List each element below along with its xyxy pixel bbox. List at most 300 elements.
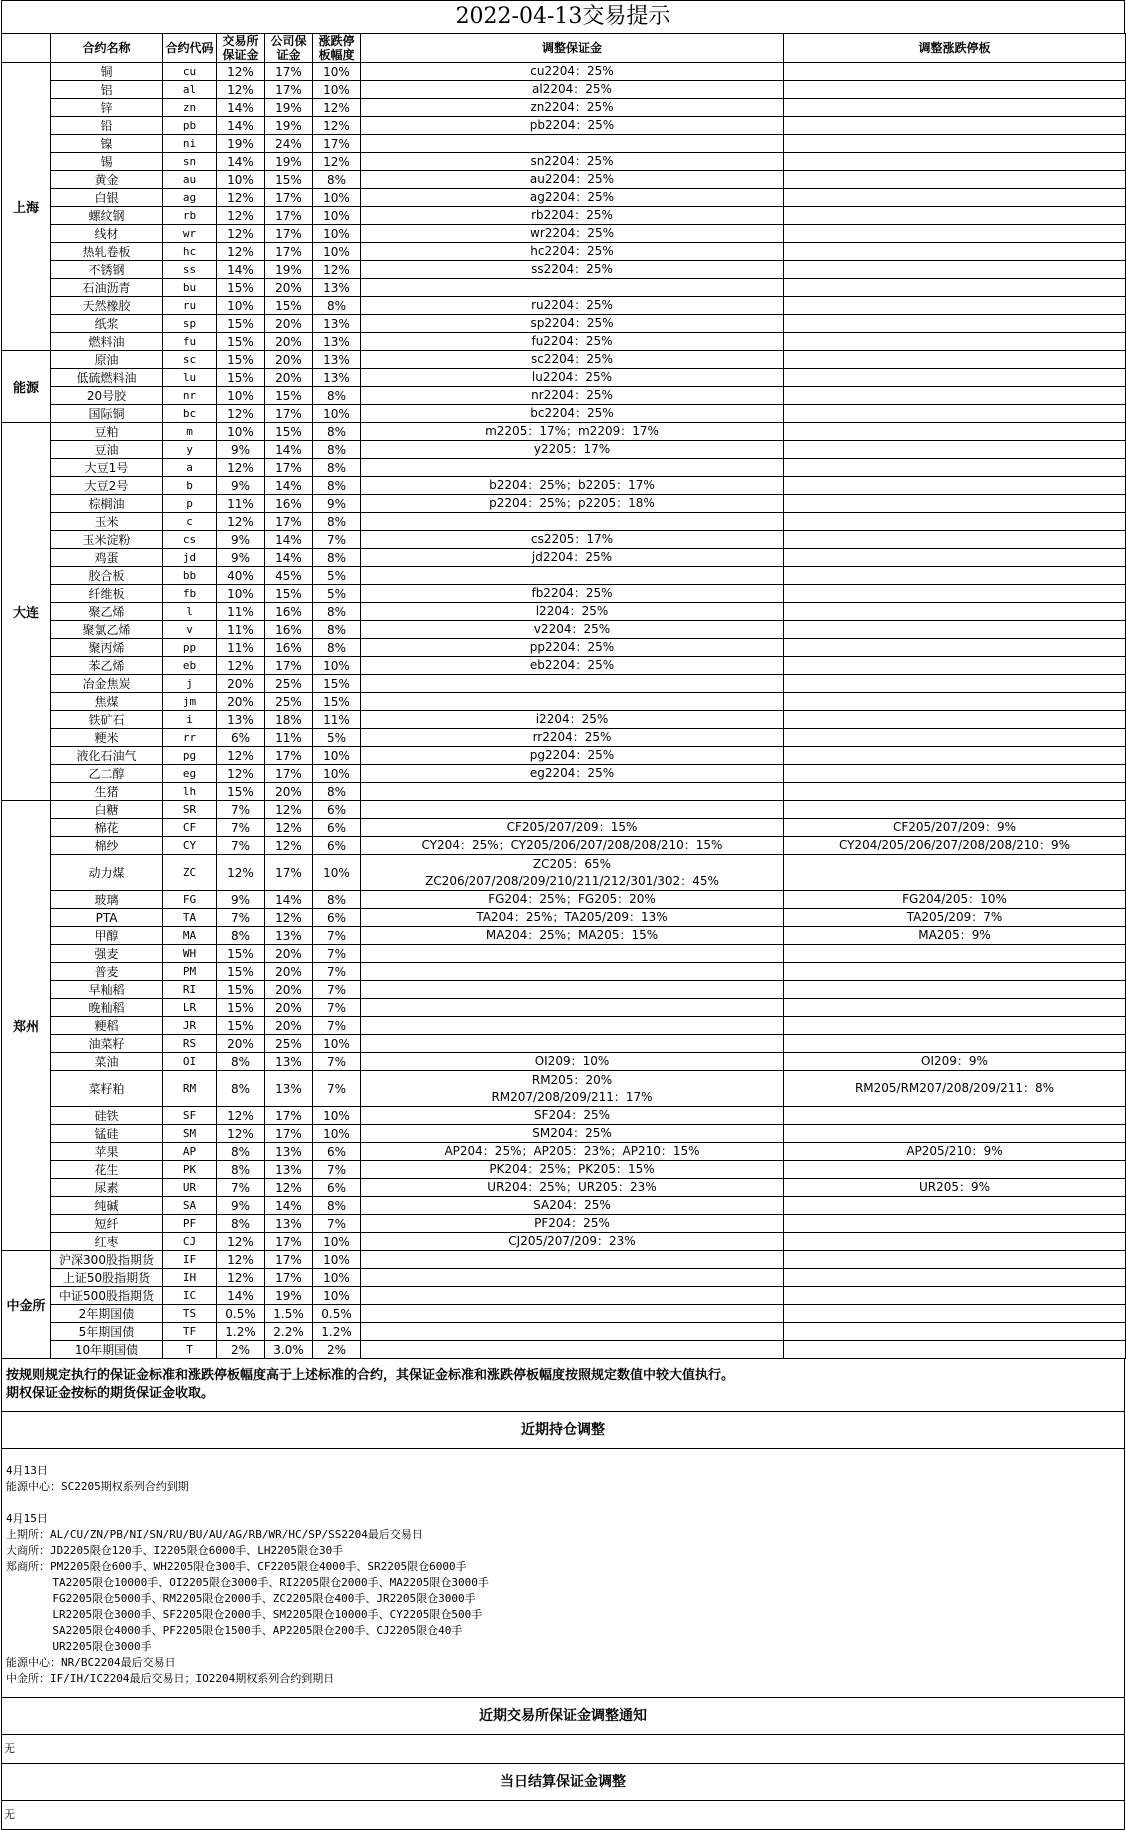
adjusted-limit <box>784 315 1126 333</box>
exchange-margin: 15% <box>217 945 265 963</box>
company-margin: 17% <box>265 459 313 477</box>
table-row <box>2 495 1126 513</box>
position-adjust-line: 4月15日 <box>6 1512 48 1525</box>
company-margin: 13% <box>265 1053 313 1071</box>
table-row <box>2 819 1126 837</box>
contract-name: 粳米 <box>51 729 163 747</box>
price-limit: 10% <box>313 243 361 261</box>
adjusted-margin-line: ss2204：25% <box>531 262 613 276</box>
table-row <box>2 1161 1126 1179</box>
company-margin: 16% <box>265 495 313 513</box>
price-limit: 15% <box>313 693 361 711</box>
adjusted-margin <box>361 117 784 135</box>
table-row <box>2 1143 1126 1161</box>
contract-code: fb <box>163 585 217 603</box>
contract-code: TA <box>163 909 217 927</box>
adjusted-limit <box>784 783 1126 801</box>
price-limit: 6% <box>313 909 361 927</box>
price-limit: 7% <box>313 999 361 1017</box>
contract-name: 菜籽粕 <box>51 1071 163 1107</box>
position-adjust-line: UR2205限仓3000手 <box>6 1640 152 1653</box>
adjusted-limit <box>784 657 1126 675</box>
contract-code: y <box>163 441 217 459</box>
adjusted-limit <box>784 693 1126 711</box>
table-row <box>2 1053 1126 1071</box>
table-row <box>2 747 1126 765</box>
exchange-margin: 15% <box>217 279 265 297</box>
table-row <box>2 99 1126 117</box>
price-limit: 10% <box>313 405 361 423</box>
exchange-margin: 10% <box>217 387 265 405</box>
adjusted-limit <box>784 1269 1126 1287</box>
company-margin: 19% <box>265 153 313 171</box>
contract-code: eg <box>163 765 217 783</box>
contract-name: 纤维板 <box>51 585 163 603</box>
adjusted-margin-line: b2204：25%；b2205：17% <box>489 478 655 492</box>
adjusted-margin <box>361 279 784 297</box>
adjusted-limit <box>784 855 1126 891</box>
table-row <box>2 603 1126 621</box>
contract-code: IC <box>163 1287 217 1305</box>
adjusted-margin <box>361 801 784 819</box>
company-margin: 18% <box>265 711 313 729</box>
contract-name: 玻璃 <box>51 891 163 909</box>
contract-code: ss <box>163 261 217 279</box>
price-limit: 6% <box>313 837 361 855</box>
adjusted-margin <box>361 1251 784 1269</box>
adjusted-margin <box>361 783 784 801</box>
adjusted-margin-line: eb2204：25% <box>529 658 615 672</box>
margin-table <box>1 33 1126 1359</box>
company-margin: 20% <box>265 963 313 981</box>
price-limit: 7% <box>313 981 361 999</box>
company-margin: 19% <box>265 261 313 279</box>
price-limit: 17% <box>313 135 361 153</box>
adjusted-limit <box>784 585 1126 603</box>
table-row <box>2 675 1126 693</box>
adjusted-limit-line: FG204/205：10% <box>902 892 1007 906</box>
adjusted-margin-line: l2204：25% <box>535 604 609 618</box>
table-row <box>2 117 1126 135</box>
adjusted-margin <box>361 1053 784 1071</box>
company-margin: 20% <box>265 333 313 351</box>
table-row <box>2 1305 1126 1323</box>
adjusted-limit <box>784 1323 1126 1341</box>
daily-settlement-text: 无 <box>1 1801 1125 1830</box>
price-limit: 8% <box>313 459 361 477</box>
company-margin: 13% <box>265 1161 313 1179</box>
exchange-margin: 12% <box>217 1269 265 1287</box>
exchange-margin: 10% <box>217 297 265 315</box>
contract-code: au <box>163 171 217 189</box>
adjusted-margin <box>361 1197 784 1215</box>
exchange-margin: 12% <box>217 405 265 423</box>
table-row <box>2 189 1126 207</box>
adjusted-margin <box>361 135 784 153</box>
adjusted-limit <box>784 1017 1126 1035</box>
position-adjust-line: 上期所：AL/CU/ZN/PB/NI/SN/RU/BU/AU/AG/RB/WR/HC/SP/SS2204最后交易日 <box>6 1528 423 1541</box>
price-limit: 10% <box>313 1269 361 1287</box>
adjusted-limit-line: AP205/210：9% <box>906 1144 1003 1158</box>
table-row <box>2 1287 1126 1305</box>
adjusted-limit <box>784 1305 1126 1323</box>
price-limit: 10% <box>313 1125 361 1143</box>
price-limit: 11% <box>313 711 361 729</box>
price-limit: 10% <box>313 765 361 783</box>
price-limit: 13% <box>313 333 361 351</box>
contract-code: wr <box>163 225 217 243</box>
exchange-margin: 6% <box>217 729 265 747</box>
adjusted-margin-line: m2205：17%；m2209：17% <box>485 424 659 438</box>
adjusted-limit-line: MA205：9% <box>918 928 991 942</box>
exchange-margin: 11% <box>217 603 265 621</box>
adjusted-margin <box>361 1323 784 1341</box>
adjusted-margin <box>361 189 784 207</box>
table-row <box>2 1197 1126 1215</box>
adjusted-limit <box>784 495 1126 513</box>
adjusted-margin <box>361 1233 784 1251</box>
exchange-margin: 15% <box>217 369 265 387</box>
company-margin: 17% <box>265 765 313 783</box>
company-margin: 17% <box>265 657 313 675</box>
exchange-margin: 12% <box>217 513 265 531</box>
contract-code: lh <box>163 783 217 801</box>
contract-code: sn <box>163 153 217 171</box>
adjusted-margin <box>361 63 784 81</box>
price-limit: 15% <box>313 675 361 693</box>
adjusted-margin <box>361 1305 784 1323</box>
exchange-margin: 7% <box>217 1179 265 1197</box>
table-row <box>2 1035 1126 1053</box>
contract-code: pg <box>163 747 217 765</box>
adjusted-margin-line: ru2204：25% <box>531 298 613 312</box>
company-margin: 25% <box>265 675 313 693</box>
table-row <box>2 693 1126 711</box>
contract-code: jm <box>163 693 217 711</box>
adjusted-limit <box>784 963 1126 981</box>
adjusted-margin <box>361 711 784 729</box>
contract-name: 早籼稻 <box>51 981 163 999</box>
adjusted-margin <box>361 1179 784 1197</box>
adjusted-limit <box>784 63 1126 81</box>
adjusted-limit <box>784 225 1126 243</box>
position-adjust-line: SA2205限仓4000手、PF2205限仓1500手、AP2205限仓200手、CJ2205限仓40手 <box>6 1624 463 1637</box>
table-row <box>2 963 1126 981</box>
table-row <box>2 837 1126 855</box>
price-limit: 10% <box>313 225 361 243</box>
daily-settlement-header: 当日结算保证金调整 <box>1 1764 1125 1801</box>
exchange-margin: 15% <box>217 981 265 999</box>
exchange-margin: 14% <box>217 117 265 135</box>
company-margin: 12% <box>265 1179 313 1197</box>
contract-code: pp <box>163 639 217 657</box>
adjusted-margin <box>361 1161 784 1179</box>
adjusted-margin <box>361 909 784 927</box>
contract-name: 晚籼稻 <box>51 999 163 1017</box>
contract-name: 铝 <box>51 81 163 99</box>
company-margin: 17% <box>265 225 313 243</box>
adjusted-margin <box>361 261 784 279</box>
company-margin: 17% <box>265 1251 313 1269</box>
exchange-margin: 15% <box>217 333 265 351</box>
adjusted-margin-line: rb2204：25% <box>531 208 613 222</box>
contract-name: 强麦 <box>51 945 163 963</box>
adjusted-margin <box>361 945 784 963</box>
table-row <box>2 63 1126 81</box>
company-margin: 14% <box>265 441 313 459</box>
adjusted-margin-line: PK204：25%；PK205：15% <box>489 1162 655 1176</box>
contract-name: 10年期国债 <box>51 1341 163 1359</box>
contract-name: 胶合板 <box>51 567 163 585</box>
company-margin: 17% <box>265 81 313 99</box>
price-limit: 13% <box>313 351 361 369</box>
exchange-margin: 9% <box>217 891 265 909</box>
exchange-margin: 11% <box>217 495 265 513</box>
price-limit: 2% <box>313 1341 361 1359</box>
contract-name: 5年期国债 <box>51 1323 163 1341</box>
adjusted-limit-line: CF205/207/209：9% <box>892 820 1017 834</box>
position-adjust-line: 能源中心：SC2205期权系列合约到期 <box>6 1480 189 1493</box>
exchange-margin: 12% <box>217 63 265 81</box>
contract-code: MA <box>163 927 217 945</box>
adjusted-margin-line: AP204：25%；AP205：23%；AP210：15% <box>444 1144 700 1158</box>
contract-name: 铁矿石 <box>51 711 163 729</box>
adjusted-margin-line: p2204：25%；p2205：18% <box>489 496 655 510</box>
price-limit: 8% <box>313 891 361 909</box>
contract-name: 生猪 <box>51 783 163 801</box>
table-row <box>2 441 1126 459</box>
contract-code: PK <box>163 1161 217 1179</box>
price-limit: 12% <box>313 261 361 279</box>
adjusted-margin <box>361 765 784 783</box>
adjusted-margin-line: v2204：25% <box>533 622 611 636</box>
adjusted-limit <box>784 549 1126 567</box>
company-margin: 17% <box>265 747 313 765</box>
exchange-margin: 12% <box>217 81 265 99</box>
contract-name: 普麦 <box>51 963 163 981</box>
table-row <box>2 585 1126 603</box>
contract-code: c <box>163 513 217 531</box>
adjusted-margin <box>361 747 784 765</box>
contract-name: 粳稻 <box>51 1017 163 1035</box>
contract-name: 20号胶 <box>51 387 163 405</box>
contract-code: SM <box>163 1125 217 1143</box>
contract-name: 锡 <box>51 153 163 171</box>
exchange-margin: 9% <box>217 441 265 459</box>
adjusted-limit <box>784 81 1126 99</box>
company-margin: 45% <box>265 567 313 585</box>
table-row <box>2 477 1126 495</box>
price-limit: 5% <box>313 729 361 747</box>
company-margin: 19% <box>265 99 313 117</box>
table-row <box>2 1107 1126 1125</box>
contract-code: PM <box>163 963 217 981</box>
exchange-margin: 15% <box>217 1017 265 1035</box>
company-margin: 13% <box>265 1215 313 1233</box>
adjusted-limit <box>784 711 1126 729</box>
price-limit: 5% <box>313 567 361 585</box>
adjusted-margin-line: SM204：25% <box>532 1126 612 1140</box>
exchange-margin: 12% <box>217 1125 265 1143</box>
contract-name: 天然橡胶 <box>51 297 163 315</box>
adjusted-limit <box>784 675 1126 693</box>
header-adjusted-margin: 调整保证金 <box>361 34 784 63</box>
adjusted-margin-line: lu2204：25% <box>531 370 613 384</box>
adjusted-margin <box>361 837 784 855</box>
table-row <box>2 207 1126 225</box>
company-margin: 19% <box>265 117 313 135</box>
contract-code: OI <box>163 1053 217 1071</box>
contract-name: 大豆2号 <box>51 477 163 495</box>
adjusted-margin <box>361 495 784 513</box>
contract-name: 冶金焦炭 <box>51 675 163 693</box>
contract-name: 镍 <box>51 135 163 153</box>
adjusted-margin-line: CF205/207/209：15% <box>506 820 638 834</box>
adjusted-limit <box>784 765 1126 783</box>
price-limit: 10% <box>313 747 361 765</box>
adjusted-limit <box>784 297 1126 315</box>
adjusted-margin-line: pg2204：25% <box>529 748 615 762</box>
price-limit: 13% <box>313 315 361 333</box>
adjusted-margin <box>361 1215 784 1233</box>
contract-code: TS <box>163 1305 217 1323</box>
exchange-label: 郑州 <box>2 801 51 1251</box>
adjusted-limit-line: OI209：9% <box>921 1054 988 1068</box>
adjusted-margin <box>361 981 784 999</box>
adjusted-limit <box>784 135 1126 153</box>
exchange-margin: 8% <box>217 1161 265 1179</box>
company-margin: 17% <box>265 243 313 261</box>
contract-code: TF <box>163 1323 217 1341</box>
adjusted-limit <box>784 459 1126 477</box>
adjusted-margin <box>361 999 784 1017</box>
exchange-margin: 12% <box>217 1107 265 1125</box>
contract-name: 锰硅 <box>51 1125 163 1143</box>
adjusted-margin-line: cs2205：17% <box>530 532 614 546</box>
price-limit: 7% <box>313 927 361 945</box>
adjusted-limit <box>784 927 1126 945</box>
price-limit: 10% <box>313 1233 361 1251</box>
contract-code: SF <box>163 1107 217 1125</box>
adjusted-margin <box>361 351 784 369</box>
header-exchange <box>2 34 51 63</box>
table-row <box>2 405 1126 423</box>
price-limit: 10% <box>313 1107 361 1125</box>
company-margin: 15% <box>265 585 313 603</box>
adjusted-margin-line: ZC206/207/208/209/210/211/212/301/302：45% <box>425 873 719 888</box>
contract-name: 尿素 <box>51 1179 163 1197</box>
exchange-margin: 12% <box>217 243 265 261</box>
position-adjust-line: TA2205限仓10000手、OI2205限仓3000手、RI2205限仓2000手、MA2205限仓3000手 <box>6 1576 489 1589</box>
contract-code: lu <box>163 369 217 387</box>
contract-name: 乙二醇 <box>51 765 163 783</box>
contract-code: ni <box>163 135 217 153</box>
contract-code: cu <box>163 63 217 81</box>
contract-code: cs <box>163 531 217 549</box>
position-adjust-line: 能源中心：NR/BC2204最后交易日 <box>6 1656 176 1669</box>
adjusted-limit <box>784 567 1126 585</box>
table-row <box>2 1323 1126 1341</box>
company-margin: 17% <box>265 855 313 891</box>
contract-code: al <box>163 81 217 99</box>
adjusted-margin <box>361 639 784 657</box>
exchange-margin: 10% <box>217 585 265 603</box>
price-limit: 9% <box>313 495 361 513</box>
company-margin: 15% <box>265 171 313 189</box>
adjusted-margin <box>361 153 784 171</box>
table-row <box>2 369 1126 387</box>
price-limit: 10% <box>313 81 361 99</box>
table-row <box>2 261 1126 279</box>
company-margin: 14% <box>265 549 313 567</box>
exchange-margin: 7% <box>217 837 265 855</box>
contract-name: 液化石油气 <box>51 747 163 765</box>
table-row <box>2 1233 1126 1251</box>
adjusted-limit-line: UR205：9% <box>918 1180 991 1194</box>
adjusted-limit <box>784 1071 1126 1107</box>
price-limit: 7% <box>313 1215 361 1233</box>
company-margin: 20% <box>265 315 313 333</box>
price-limit: 8% <box>313 513 361 531</box>
company-margin: 13% <box>265 927 313 945</box>
adjusted-margin <box>361 1071 784 1107</box>
adjusted-margin-line: al2204：25% <box>532 82 612 96</box>
table-row <box>2 171 1126 189</box>
adjusted-limit <box>784 747 1126 765</box>
adjusted-margin <box>361 585 784 603</box>
exchange-margin: 14% <box>217 261 265 279</box>
adjusted-margin-line: ag2204：25% <box>529 190 615 204</box>
adjusted-limit <box>784 243 1126 261</box>
adjusted-margin-line: CY204：25%；CY205/206/207/208/208/210：15% <box>421 838 723 852</box>
adjusted-limit <box>784 603 1126 621</box>
adjusted-margin-line: bc2204：25% <box>530 406 614 420</box>
contract-code: bu <box>163 279 217 297</box>
company-margin: 20% <box>265 279 313 297</box>
header-exchange-margin: 交易所保证金 <box>217 34 265 63</box>
adjusted-margin-line: RM207/208/209/211：17% <box>491 1089 653 1104</box>
adjusted-margin-line: SF204：25% <box>533 1108 611 1122</box>
adjusted-margin <box>361 1017 784 1035</box>
company-margin: 17% <box>265 513 313 531</box>
adjusted-margin <box>361 1035 784 1053</box>
company-margin: 12% <box>265 837 313 855</box>
adjusted-margin <box>361 243 784 261</box>
company-margin: 13% <box>265 1071 313 1107</box>
adjusted-limit <box>784 531 1126 549</box>
adjusted-limit <box>784 909 1126 927</box>
price-limit: 8% <box>313 441 361 459</box>
adjusted-margin <box>361 963 784 981</box>
adjusted-margin <box>361 855 784 891</box>
exchange-margin: 12% <box>217 207 265 225</box>
exchange-margin: 0.5% <box>217 1305 265 1323</box>
table-row <box>2 351 1126 369</box>
table-row <box>2 621 1126 639</box>
adjusted-limit <box>784 171 1126 189</box>
adjusted-margin-line: UR204：25%；UR205：23% <box>487 1180 657 1194</box>
adjusted-limit <box>784 891 1126 909</box>
adjusted-margin <box>361 423 784 441</box>
contract-name: 黄金 <box>51 171 163 189</box>
price-limit: 8% <box>313 549 361 567</box>
position-adjust-line <box>6 1495 1120 1511</box>
company-margin: 3.0% <box>265 1341 313 1359</box>
adjusted-margin <box>361 207 784 225</box>
table-row <box>2 81 1126 99</box>
position-adjust-line: FG2205限仓5000手、RM2205限仓2000手、ZC2205限仓400手、JR2205限仓3000手 <box>6 1592 476 1605</box>
adjusted-limit <box>784 1161 1126 1179</box>
